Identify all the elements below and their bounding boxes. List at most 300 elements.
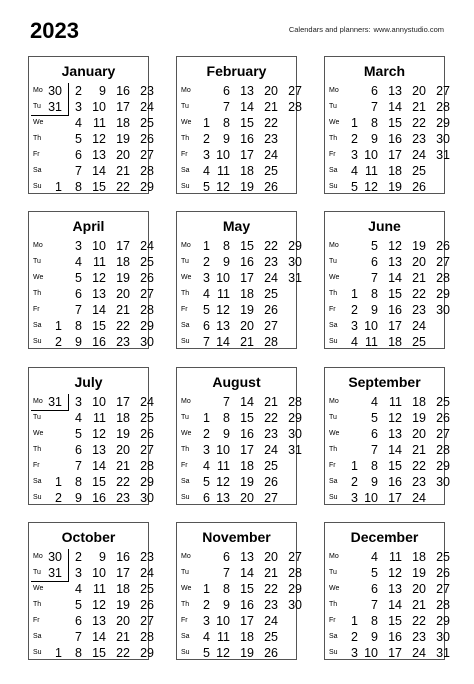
- day-cell: 6: [75, 287, 82, 301]
- day-cell: 13: [92, 148, 106, 162]
- day-cell: 18: [412, 395, 426, 409]
- day-cell: 21: [412, 271, 426, 285]
- day-cell: 8: [371, 614, 378, 628]
- day-cell: 24: [264, 148, 278, 162]
- day-cell: 14: [92, 630, 106, 644]
- credit-site-link[interactable]: www.annystudio.com: [373, 25, 444, 34]
- day-cell: 28: [288, 395, 302, 409]
- month-july: [28, 367, 154, 505]
- day-cell: 9: [99, 550, 106, 564]
- day-cell: 27: [436, 84, 450, 98]
- weekday-label: Fr: [181, 462, 188, 469]
- day-cell: 8: [371, 287, 378, 301]
- weekday-label: Th: [181, 290, 190, 297]
- weekday-label: Tu: [181, 569, 189, 576]
- day-cell: 14: [240, 566, 254, 580]
- day-cell: 26: [140, 271, 154, 285]
- day-cell: 15: [388, 614, 402, 628]
- weekday-label: Su: [181, 183, 190, 190]
- prev-month-marker-horizontal: [31, 581, 69, 582]
- day-cell: 23: [140, 84, 154, 98]
- weekday-label: Sa: [181, 633, 190, 640]
- day-cell: 11: [217, 287, 230, 301]
- day-cell: 30: [288, 255, 302, 269]
- day-cell: 23: [264, 255, 278, 269]
- day-cell: 5: [75, 427, 82, 441]
- day-cell: 24: [412, 319, 426, 333]
- weekday-label: We: [33, 274, 44, 281]
- day-cell: 12: [388, 239, 402, 253]
- day-cell: 2: [351, 303, 358, 317]
- day-cell: 13: [240, 84, 254, 98]
- day-cell: 27: [140, 614, 154, 628]
- day-cell: 20: [116, 287, 130, 301]
- day-cell: 31: [48, 395, 62, 409]
- day-cell: 28: [140, 630, 154, 644]
- day-cell: 14: [92, 459, 106, 473]
- weekday-label: Sa: [181, 167, 190, 174]
- day-cell: 10: [92, 566, 106, 580]
- day-cell: 2: [351, 132, 358, 146]
- day-cell: 25: [436, 550, 450, 564]
- day-cell: 5: [203, 180, 210, 194]
- day-cell: 18: [116, 582, 130, 596]
- weekday-label: Su: [329, 183, 338, 190]
- weekday-label: Mo: [329, 87, 339, 94]
- weekday-label: Fr: [33, 306, 40, 313]
- weekday-label: Tu: [181, 258, 189, 265]
- day-cell: 12: [216, 475, 230, 489]
- weekday-label: We: [329, 430, 340, 437]
- month-name: November: [202, 529, 271, 545]
- day-cell: 3: [351, 646, 358, 660]
- day-cell: 11: [389, 550, 402, 564]
- day-cell: 16: [388, 630, 402, 644]
- day-cell: 1: [203, 239, 210, 253]
- month-january: [28, 56, 154, 194]
- day-cell: 21: [116, 303, 130, 317]
- day-cell: 25: [264, 630, 278, 644]
- day-cell: 7: [371, 598, 378, 612]
- day-cell: 7: [75, 459, 82, 473]
- day-cell: 5: [203, 475, 210, 489]
- day-cell: 9: [223, 132, 230, 146]
- month-name: February: [206, 63, 267, 79]
- day-cell: 18: [116, 411, 130, 425]
- day-cell: 31: [48, 566, 62, 580]
- weekday-label: Th: [181, 446, 190, 453]
- day-cell: 12: [92, 427, 106, 441]
- month-may: [176, 211, 302, 349]
- weekday-label: We: [33, 119, 44, 126]
- day-cell: 7: [371, 271, 378, 285]
- day-cell: 13: [240, 550, 254, 564]
- day-cell: 4: [351, 164, 358, 178]
- day-cell: 20: [116, 614, 130, 628]
- day-cell: 16: [240, 132, 254, 146]
- day-cell: 14: [388, 443, 402, 457]
- weekday-label: Tu: [181, 103, 189, 110]
- day-cell: 11: [217, 164, 230, 178]
- weekday-label: Sa: [33, 633, 42, 640]
- day-cell: 10: [92, 100, 106, 114]
- day-cell: 26: [264, 475, 278, 489]
- month-september: [324, 367, 450, 505]
- day-cell: 18: [240, 164, 254, 178]
- day-cell: 14: [240, 395, 254, 409]
- month-name: January: [61, 63, 116, 79]
- weekday-label: We: [181, 119, 192, 126]
- day-cell: 29: [436, 459, 450, 473]
- day-cell: 19: [116, 598, 130, 612]
- day-cell: 12: [216, 646, 230, 660]
- weekday-label: Mo: [33, 553, 43, 560]
- month-name: April: [72, 218, 105, 234]
- day-cell: 16: [388, 475, 402, 489]
- day-cell: 17: [388, 319, 402, 333]
- credit-line: [289, 25, 444, 34]
- day-cell: 20: [240, 491, 254, 505]
- day-cell: 23: [264, 427, 278, 441]
- day-cell: 17: [116, 239, 130, 253]
- day-cell: 7: [223, 100, 230, 114]
- weekday-label: Sa: [33, 322, 42, 329]
- day-cell: 19: [116, 132, 130, 146]
- day-cell: 9: [223, 255, 230, 269]
- day-cell: 15: [240, 116, 254, 130]
- day-cell: 6: [75, 443, 82, 457]
- day-cell: 24: [412, 148, 426, 162]
- weekday-label: Fr: [181, 151, 188, 158]
- prev-month-marker-horizontal: [31, 410, 69, 411]
- day-cell: 3: [351, 148, 358, 162]
- day-cell: 12: [388, 411, 402, 425]
- day-cell: 30: [436, 303, 450, 317]
- day-cell: 24: [264, 443, 278, 457]
- day-cell: 6: [203, 319, 210, 333]
- day-cell: 25: [140, 411, 154, 425]
- day-cell: 3: [203, 148, 210, 162]
- weekday-label: Su: [33, 494, 42, 501]
- day-cell: 15: [240, 582, 254, 596]
- day-cell: 8: [75, 475, 82, 489]
- weekday-label: Mo: [329, 553, 339, 560]
- day-cell: 8: [75, 180, 82, 194]
- day-cell: 2: [351, 630, 358, 644]
- day-cell: 11: [93, 582, 106, 596]
- day-cell: 22: [264, 411, 278, 425]
- day-cell: 22: [116, 319, 130, 333]
- day-cell: 1: [55, 180, 62, 194]
- day-cell: 8: [223, 116, 230, 130]
- day-cell: 30: [436, 132, 450, 146]
- day-cell: 20: [412, 582, 426, 596]
- prev-month-marker-horizontal: [31, 115, 69, 116]
- weekday-label: Mo: [33, 87, 43, 94]
- day-cell: 7: [223, 566, 230, 580]
- day-cell: 23: [116, 491, 130, 505]
- day-cell: 1: [203, 582, 210, 596]
- day-cell: 16: [240, 598, 254, 612]
- day-cell: 2: [203, 132, 210, 146]
- day-cell: 26: [436, 239, 450, 253]
- month-june: [324, 211, 450, 349]
- day-cell: 21: [412, 443, 426, 457]
- day-cell: 3: [203, 614, 210, 628]
- weekday-label: Fr: [33, 151, 40, 158]
- day-cell: 14: [216, 335, 230, 349]
- day-cell: 11: [93, 255, 106, 269]
- day-cell: 29: [436, 614, 450, 628]
- day-cell: 27: [140, 287, 154, 301]
- day-cell: 22: [412, 116, 426, 130]
- weekday-label: Fr: [181, 306, 188, 313]
- day-cell: 4: [75, 255, 82, 269]
- month-name: September: [348, 374, 421, 390]
- month-name: August: [212, 374, 261, 390]
- day-cell: 25: [264, 459, 278, 473]
- day-cell: 22: [264, 116, 278, 130]
- day-cell: 26: [264, 180, 278, 194]
- day-cell: 11: [217, 459, 230, 473]
- day-cell: 19: [240, 303, 254, 317]
- day-cell: 21: [116, 459, 130, 473]
- day-cell: 12: [92, 598, 106, 612]
- day-cell: 2: [55, 491, 62, 505]
- day-cell: 3: [203, 271, 210, 285]
- day-cell: 22: [412, 614, 426, 628]
- day-cell: 4: [203, 630, 210, 644]
- day-cell: 28: [140, 164, 154, 178]
- weekday-label: Fr: [329, 462, 336, 469]
- day-cell: 28: [140, 303, 154, 317]
- day-cell: 15: [240, 411, 254, 425]
- day-cell: 6: [223, 84, 230, 98]
- day-cell: 21: [116, 164, 130, 178]
- day-cell: 15: [388, 459, 402, 473]
- day-cell: 8: [75, 319, 82, 333]
- day-cell: 16: [116, 550, 130, 564]
- month-february: [176, 56, 302, 194]
- day-cell: 28: [436, 443, 450, 457]
- day-cell: 25: [412, 335, 426, 349]
- day-cell: 12: [92, 271, 106, 285]
- weekday-label: Tu: [181, 414, 189, 421]
- day-cell: 24: [264, 271, 278, 285]
- day-cell: 20: [264, 550, 278, 564]
- day-cell: 5: [75, 132, 82, 146]
- weekday-label: Sa: [181, 478, 190, 485]
- weekday-label: Mo: [181, 398, 191, 405]
- day-cell: 10: [216, 443, 230, 457]
- day-cell: 16: [92, 335, 106, 349]
- day-cell: 22: [412, 287, 426, 301]
- day-cell: 22: [264, 582, 278, 596]
- weekday-label: Mo: [181, 87, 191, 94]
- day-cell: 3: [203, 443, 210, 457]
- day-cell: 19: [240, 180, 254, 194]
- day-cell: 11: [93, 116, 106, 130]
- day-cell: 14: [240, 100, 254, 114]
- day-cell: 20: [240, 319, 254, 333]
- day-cell: 20: [116, 148, 130, 162]
- month-december: [324, 522, 450, 660]
- day-cell: 30: [48, 84, 62, 98]
- weekday-label: Fr: [181, 617, 188, 624]
- day-cell: 29: [436, 287, 450, 301]
- day-cell: 25: [264, 164, 278, 178]
- day-cell: 10: [364, 148, 378, 162]
- day-cell: 28: [288, 100, 302, 114]
- day-cell: 30: [48, 550, 62, 564]
- weekday-label: We: [329, 119, 340, 126]
- day-cell: 2: [203, 255, 210, 269]
- weekday-label: Fr: [33, 617, 40, 624]
- day-cell: 11: [389, 395, 402, 409]
- day-cell: 6: [75, 614, 82, 628]
- day-cell: 5: [203, 303, 210, 317]
- weekday-label: Sa: [329, 322, 338, 329]
- day-cell: 8: [371, 459, 378, 473]
- weekday-label: Tu: [329, 258, 337, 265]
- month-name: June: [368, 218, 401, 234]
- day-cell: 16: [116, 84, 130, 98]
- weekday-label: Th: [33, 290, 42, 297]
- day-cell: 5: [371, 566, 378, 580]
- day-cell: 26: [436, 566, 450, 580]
- day-cell: 6: [223, 550, 230, 564]
- day-cell: 13: [92, 443, 106, 457]
- day-cell: 21: [116, 630, 130, 644]
- day-cell: 19: [388, 180, 402, 194]
- weekday-label: Sa: [33, 167, 42, 174]
- day-cell: 27: [264, 319, 278, 333]
- day-cell: 21: [264, 395, 278, 409]
- day-cell: 5: [203, 646, 210, 660]
- day-cell: 17: [240, 443, 254, 457]
- weekday-label: Mo: [33, 242, 43, 249]
- day-cell: 11: [365, 335, 378, 349]
- day-cell: 10: [216, 614, 230, 628]
- day-cell: 20: [412, 84, 426, 98]
- day-cell: 3: [75, 395, 82, 409]
- day-cell: 30: [288, 427, 302, 441]
- day-cell: 21: [264, 566, 278, 580]
- day-cell: 9: [99, 84, 106, 98]
- day-cell: 13: [216, 491, 230, 505]
- day-cell: 13: [388, 255, 402, 269]
- day-cell: 24: [412, 646, 426, 660]
- day-cell: 18: [116, 116, 130, 130]
- day-cell: 17: [240, 614, 254, 628]
- day-cell: 30: [436, 475, 450, 489]
- day-cell: 7: [75, 303, 82, 317]
- day-cell: 4: [75, 411, 82, 425]
- month-october: [28, 522, 154, 660]
- day-cell: 20: [116, 443, 130, 457]
- day-cell: 6: [371, 255, 378, 269]
- day-cell: 1: [55, 646, 62, 660]
- day-cell: 7: [371, 100, 378, 114]
- day-cell: 15: [92, 180, 106, 194]
- day-cell: 27: [436, 427, 450, 441]
- weekday-label: Th: [329, 601, 338, 608]
- day-cell: 30: [140, 335, 154, 349]
- day-cell: 1: [55, 319, 62, 333]
- day-cell: 29: [288, 582, 302, 596]
- day-cell: 11: [93, 411, 106, 425]
- day-cell: 27: [140, 148, 154, 162]
- day-cell: 6: [75, 148, 82, 162]
- day-cell: 18: [388, 335, 402, 349]
- weekday-label: Mo: [329, 398, 339, 405]
- day-cell: 18: [412, 550, 426, 564]
- day-cell: 22: [116, 475, 130, 489]
- weekday-label: Su: [181, 649, 190, 656]
- weekday-label: We: [181, 430, 192, 437]
- day-cell: 28: [436, 100, 450, 114]
- day-cell: 8: [223, 582, 230, 596]
- day-cell: 17: [388, 491, 402, 505]
- weekday-label: We: [33, 430, 44, 437]
- day-cell: 9: [75, 491, 82, 505]
- day-cell: 20: [412, 427, 426, 441]
- day-cell: 10: [364, 491, 378, 505]
- day-cell: 2: [75, 84, 82, 98]
- day-cell: 19: [412, 566, 426, 580]
- weekday-label: Tu: [329, 414, 337, 421]
- day-cell: 23: [264, 598, 278, 612]
- day-cell: 1: [351, 614, 358, 628]
- day-cell: 1: [351, 116, 358, 130]
- day-cell: 29: [288, 411, 302, 425]
- day-cell: 4: [371, 550, 378, 564]
- day-cell: 31: [436, 646, 450, 660]
- day-cell: 18: [240, 287, 254, 301]
- day-cell: 10: [216, 148, 230, 162]
- day-cell: 22: [412, 459, 426, 473]
- day-cell: 31: [288, 443, 302, 457]
- day-cell: 9: [75, 335, 82, 349]
- day-cell: 15: [388, 287, 402, 301]
- day-cell: 10: [364, 646, 378, 660]
- credit-label: Calendars and planners:: [288, 25, 371, 34]
- day-cell: 21: [412, 598, 426, 612]
- day-cell: 14: [388, 598, 402, 612]
- day-cell: 13: [92, 614, 106, 628]
- day-cell: 29: [436, 116, 450, 130]
- day-cell: 31: [436, 148, 450, 162]
- weekday-label: Sa: [329, 478, 338, 485]
- day-cell: 5: [371, 411, 378, 425]
- month-name: October: [61, 529, 116, 545]
- weekday-label: Su: [329, 649, 338, 656]
- day-cell: 18: [388, 164, 402, 178]
- day-cell: 1: [203, 411, 210, 425]
- day-cell: 25: [140, 255, 154, 269]
- day-cell: 3: [75, 100, 82, 114]
- day-cell: 3: [351, 319, 358, 333]
- day-cell: 28: [436, 271, 450, 285]
- day-cell: 19: [240, 475, 254, 489]
- weekday-label: Th: [329, 135, 338, 142]
- day-cell: 17: [388, 148, 402, 162]
- month-name: May: [222, 218, 251, 234]
- day-cell: 2: [351, 475, 358, 489]
- day-cell: 13: [388, 582, 402, 596]
- day-cell: 30: [140, 491, 154, 505]
- day-cell: 23: [264, 132, 278, 146]
